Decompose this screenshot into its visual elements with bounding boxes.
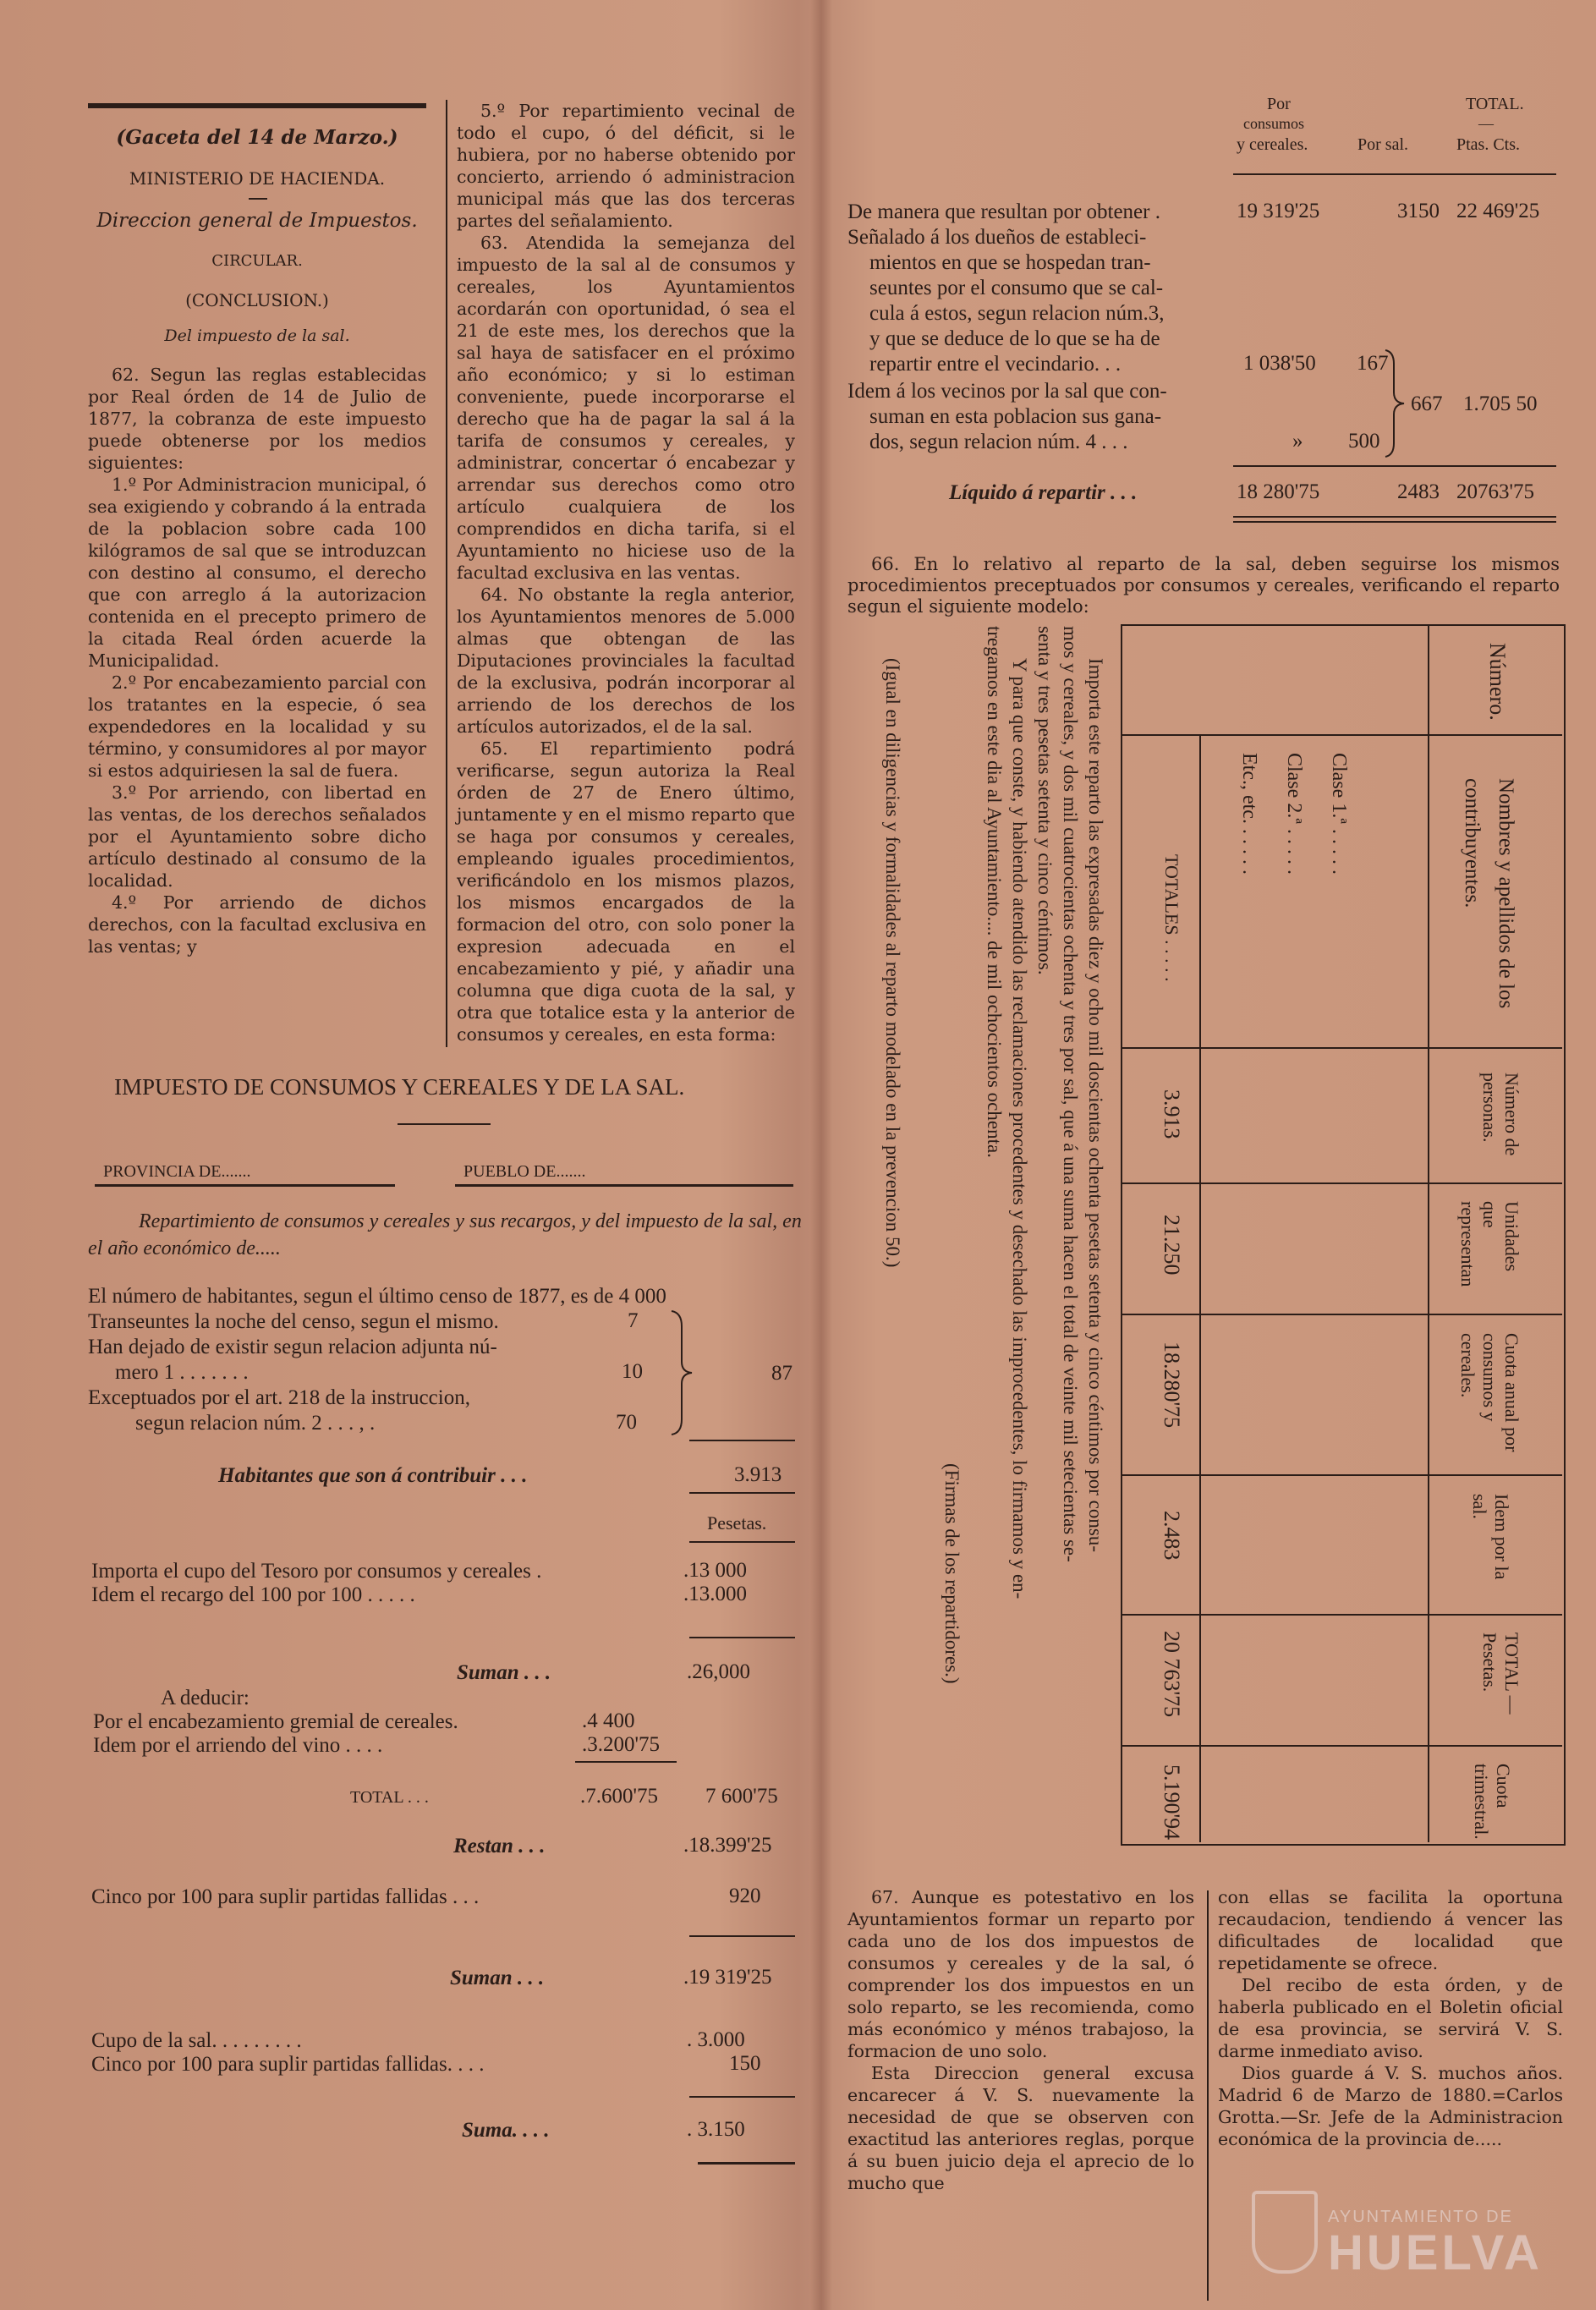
exceptuados-line2: segun relacion núm. 2 . . . , . (135, 1412, 376, 1435)
paragraph-recibo: Del recibo de esta órden, y de haberla publicado en el Boletin oficial de esa provincia, se servirá V. S. darme inmediato aviso. (1218, 1975, 1563, 2061)
arriendo-line: Idem por el arriendo del vino . . . . (93, 1734, 383, 1757)
a-deducir: A deducir: (161, 1687, 250, 1709)
watermark-crest-icon (1252, 2191, 1318, 2274)
th-cuota-text: Cuota anual por consumos y cereales. (1457, 1333, 1522, 1452)
hab-rule (689, 1440, 795, 1441)
paragraph-62: 62. Segun las reglas establecidas por Real órden de 14 de Julio de 1877, la cobranza de este impuesto puede obtenerse por los medios siguientes: (88, 365, 426, 473)
cinco-2-line: Cinco por 100 para suplir partidas fallidas. . . . (91, 2053, 485, 2076)
liquido-v1: 18 280'75 (1237, 480, 1320, 503)
table-hline-4 (1121, 1314, 1562, 1315)
pesetas-label: Pesetas. (707, 1512, 767, 1534)
senalado-v2: 167 (1357, 352, 1389, 375)
paragraph-67: 67. Aunque es potestativo en los Ayuntamientos formar un reparto por cada uno de los dos impuestos de consumos y cereales y de la sal, ó comprender los dos impuestos en un solo reparto, se les recomienda, como más económico y ménos trabajoso, la formacion de uno solo. (847, 1887, 1194, 2061)
row-clase-1: Clase 1.ª . . . . . (1328, 753, 1350, 875)
col-header-rule (1233, 173, 1556, 175)
cupo-sal-value: . 3.000 (687, 2028, 745, 2051)
th-cuota (1456, 1333, 1522, 1468)
rotated-signature: (Firmas de los repartidores.) (941, 1463, 963, 1684)
th-nombres (1455, 778, 1522, 1032)
encabezamiento-line: Por el encabezamiento gremial de cereales. (93, 1710, 458, 1733)
rotated-line-1: Importa este reparto las expresadas diez y ocho mil doscientas ochenta pesetas setenta y cinco céntimos por consu- (1085, 658, 1106, 1552)
arriendo-rule (575, 1761, 677, 1763)
cinco-2-value: 150 (729, 2052, 761, 2075)
senalado-line5: y que se deduce de lo que se ha de (869, 327, 1160, 350)
row-totales: TOTALES . . . . . (1161, 854, 1182, 982)
pueblo-rule (455, 1184, 793, 1187)
form-heading: IMPUESTO DE CONSUMOS Y CEREALES Y DE LA SAL. (114, 1074, 685, 1100)
heading-ornament (398, 1123, 491, 1125)
provincia-rule (95, 1184, 395, 1187)
paragraph-1: 1.º Por Administracion municipal, ó sea exigiendo y cobrando á la entrada de la poblacion sobre cada 100 kilógramos de sal que se introduzcan con destino al consumo, el derecho que con arreglo á la autorizacion contenida en el precepto primero de la citada Real órden acuerde la Municipalidad. (88, 475, 426, 671)
recargo-value: .13.000 (683, 1583, 747, 1605)
total-line: TOTAL . . . (350, 1788, 429, 1807)
table-hline-7 (1121, 1745, 1562, 1747)
suma-value: . 3.150 (687, 2118, 745, 2141)
recargo-line: Idem el recargo del 100 por 100 . . . . . (91, 1583, 415, 1606)
summary-brace (1384, 348, 1406, 458)
transeuntes-line: Transeuntes la noche del censo, segun el mismo. (88, 1310, 499, 1333)
suman-1-value: .26,000 (687, 1660, 750, 1683)
ministry-title: MINISTERIO DE HACIENDA. (129, 168, 386, 189)
restan-line: Restan . . . (453, 1835, 546, 1857)
paragraph-65: 65. El repartimiento podrá verificarse, segun autoriza la Real órden de 27 de Enero último, juntamente y en el mismo reparto que se haga por consumos y cereales, empleando iguales procedimientos, verificándolo en los mismos plazos, los mismos encargados de la formacion del otro, con solo poner la expresion adecuada en el encabezamiento y pié, y añadir una columna que diga cuota de la sal, y otra que totalice esta y la anterior de consumos y cereales, en esta forma: (457, 738, 795, 1045)
th-total (1478, 1632, 1522, 1734)
rotated-note: (Igual en diligencias y formalidades al reparto modelado en la prevencion 50.) (882, 658, 903, 1268)
watermark-big-text: HUELVA (1328, 2225, 1543, 2280)
paragraph-4: 4.º Por arriendo de dichos derechos, con la facultad exclusiva en las ventas; y (88, 892, 426, 957)
th-total-text: TOTAL — Pesetas. (1479, 1632, 1522, 1715)
liquido-v3: 20763'75 (1456, 480, 1535, 503)
senalado-line6: repartir entre el vecindario. . . (869, 353, 1122, 376)
paragraph-2: 2.º Por encabezamiento parcial con los tratantes en la especie, ó sea expendedores en la localidad y su término, y consumidores al por mayor si estos adquiriesen la sal de fuera. (88, 672, 426, 781)
han-dejado-value: 10 (622, 1360, 643, 1383)
table-hline-6 (1121, 1614, 1562, 1616)
transeuntes-value: 7 (628, 1309, 639, 1332)
obtener-line: De manera que resultan por obtener . (847, 200, 1160, 223)
top-rule-left (88, 103, 426, 108)
repartimiento-text: Repartimiento de consumos y cereales y sus recargos, y del impuesto de la sal, en el año económico de..... (88, 1210, 802, 1259)
table-hline-5 (1121, 1474, 1562, 1476)
suman-2-value: .19 319'25 (683, 1966, 772, 1989)
habitantes-contribuir: Habitantes que son á contribuir . . . (218, 1464, 528, 1487)
rotated-line-4: Y para que conste, y habiendo atendido las reclamaciones procedentes y desechado las improcedentes, lo firmamos y en- (1009, 658, 1030, 1599)
senalado-line1: Señalado á los dueños de estableci- (847, 226, 1147, 249)
cell-sal: 2.483 (1160, 1511, 1184, 1561)
th-trimestral-text: Cuota trimestral. (1471, 1764, 1514, 1840)
han-dejado-line1: Han dejado de existir segun relacion adjunta nú- (88, 1336, 497, 1358)
th-sal-text: Idem por la sal. (1469, 1494, 1512, 1580)
th-trimestral (1470, 1764, 1514, 1840)
idem-vecinos-line1: Idem á los vecinos por la sal que con- (847, 380, 1167, 403)
paragraph-66: 66. En lo relativo al reparto de la sal, deben seguirse los mismos procedimientos preceptuados por consumos y cereales, verificando el reparto segun el siguiente modelo: (847, 554, 1560, 617)
idem-vecinos-v2: 500 (1348, 430, 1380, 453)
habitantes-contribuir-value: 3.913 (734, 1463, 782, 1486)
suma-rule (698, 2162, 795, 2165)
summary-rule-3 (1233, 521, 1556, 523)
th-unidades (1456, 1201, 1522, 1303)
suma-line: Suma. . . . (462, 2119, 550, 2142)
cell-total: 20 763'75 (1160, 1631, 1184, 1718)
encabezamiento-value: .4 400 (582, 1709, 635, 1732)
th-personas-text: Número de personas. (1479, 1073, 1522, 1156)
senalado-line4: cula á estos, segun relacion núm.3, (869, 302, 1165, 325)
col-header-total: TOTAL. (1466, 95, 1524, 113)
provincia-label: PROVINCIA DE....... (103, 1162, 251, 1181)
th-numero: Número. (1485, 643, 1510, 721)
arriendo-value: .3.200'75 (582, 1733, 661, 1756)
paragraph-66-block (847, 554, 1560, 617)
th-nombres-text: Nombres y apellidos de los contribuyentes. (1461, 778, 1517, 1009)
rotated-line-2: mos y cereales, y dos mil cuatrocientas ochenta y tres por sal, que á una suma hacen el total de veinte mil setecientas se- (1060, 626, 1081, 1562)
total-value-1: .7.600'75 (580, 1785, 659, 1808)
obtener-v1: 19 319'25 (1237, 200, 1320, 222)
ministry-rule (249, 198, 267, 200)
senalado-line2: mientos en que se hospedan tran- (869, 251, 1151, 274)
paragraph-dios: Dios guarde á V. S. muchos años. Madrid 6 de Marzo de 1880.=Carlos Grotta.—Sr. Jefe de la Administracion económica de la provincia de..... (1218, 2063, 1563, 2149)
cinco-1-value: 920 (729, 1885, 761, 1907)
table-hline-2 (1121, 1047, 1562, 1049)
table-vline-totals (1199, 736, 1201, 1842)
col-header-sal: Por sal. (1357, 135, 1408, 154)
idem-vecinos-line3: dos, segun relacion núm. 4 . . . (869, 431, 1128, 453)
cupo-sal-line: Cupo de la sal. . . . . . . . . (91, 2029, 302, 2052)
cupo-rule (689, 2096, 795, 2098)
importa-value: .13 000 (683, 1559, 747, 1582)
restan-value: .18.399'25 (683, 1834, 772, 1857)
suman-2: Suman . . . (450, 1967, 545, 1989)
page-fold (810, 0, 832, 2310)
huelva-watermark (1243, 2182, 1565, 2292)
paragraph-3: 3.º Por arriendo, con libertad en las ventas, de los derechos señalados por el Ayuntamiento sobre dicho artículo destinado al consumo de la localidad. (88, 782, 426, 891)
row-etc: Etc., etc. . . . . . (1238, 753, 1260, 875)
liquido-line: Líquido á repartir . . . (949, 481, 1138, 504)
column-divider-bottom (1207, 1890, 1209, 2301)
han-dejado-line2: mero 1 . . . . . . . (115, 1361, 249, 1384)
cell-trimestral: 5.190'94 (1160, 1764, 1184, 1841)
left-column (88, 127, 426, 957)
idem-vecinos-v1: » (1292, 430, 1303, 453)
table-hline-3 (1121, 1182, 1562, 1184)
total-value-2: 7 600'75 (705, 1785, 778, 1808)
pesetas-rule-2 (689, 1541, 795, 1543)
brace-total-value: 87 (771, 1362, 793, 1385)
paragraph-esta: Esta Direccion general excusa encarecer á V. S. nuevamente la necesidad de que se observen con exactitud las anteriores reglas, porque á su buen juicio deja el aprecio de lo mucho que (847, 2063, 1194, 2193)
cell-unidades: 21.250 (1160, 1215, 1184, 1276)
obtener-v2: 3150 (1397, 200, 1440, 222)
direccion-title: Direccion general de Impuestos. (96, 210, 418, 232)
idem-vecinos-line2: suman en esta poblacion sus gana- (869, 405, 1162, 428)
recargo-rule (689, 1637, 795, 1638)
col-header-ptas: Ptas. Cts. (1456, 135, 1521, 154)
exceptuados-line1: Exceptuados por el art. 218 de la instruccion, (88, 1386, 470, 1409)
col-header-por: Por (1267, 95, 1291, 113)
watermark-small-text: AYUNTAMIENTO DE (1328, 2208, 1513, 2226)
habitantes-line: El número de habitantes, segun el último censo de 1877, es de 4 000 (88, 1285, 666, 1308)
th-unidades-text: Unidades que representan (1457, 1201, 1522, 1287)
paragraph-63: 63. Atendida la semejanza del impuesto de la sal al de consumos y cereales, los Ayuntamientos acordarán con oportunidad, ó sea el 21 de este mes, los derechos que la sal haya de satisfacer en el próximo año económico; y si lo estiman conveniente, puede incorporarse el derecho que ha de pagar la sal á la tarifa de consumos y cereales, y administrar, concertar ó encabezar y arrendar sus derechos como otro artículo cualquiera de los comprendidos en dicha tarifa, si el Ayuntamiento no hiciese uso de la facultad exclusiva en las ventas. (457, 233, 795, 583)
gaceta-date: (Gaceta del 14 de Marzo.) (116, 126, 398, 149)
table-hline-1 (1121, 734, 1562, 736)
table-vline-header (1428, 624, 1429, 1842)
rotated-line-5: tregamos en este dia al Ayuntamiento.... de mil ochocientos ochenta. (984, 626, 1005, 1158)
col-header-consumos: consumos (1243, 115, 1304, 132)
col-header-dash: — (1478, 115, 1494, 132)
middle-column (457, 100, 795, 1045)
cinco-rule (689, 1935, 795, 1937)
paragraph-5: 5.º Por repartimiento vecinal de todo el cupo, ó del déficit, si le hubiera, por no haberse obtenido por concierto, arriendo ó administracion municipal más que las dos terceras partes del señalamiento. (457, 101, 795, 231)
th-personas (1478, 1073, 1522, 1174)
bottom-col-1 (847, 1886, 1194, 2194)
summary-brace-v2: 1.705 50 (1463, 392, 1538, 415)
senalado-line3: seuntes por el consumo que se cal- (869, 277, 1164, 299)
rotated-line-3: senta y tres pesetas setenta y cinco céntimos. (1034, 626, 1056, 975)
summary-brace-v1: 667 (1411, 392, 1443, 415)
col-header-cereales: y cereales. (1237, 135, 1308, 154)
liquido-v2: 2483 (1397, 480, 1440, 503)
summary-rule-1 (1233, 465, 1556, 467)
summary-rule-2 (1233, 516, 1556, 518)
paragraph-64: 64. No obstante la regla anterior, los Ayuntamientos menores de 5.000 almas que obtengan de las Diputaciones provinciales la facultad de la exclusiva, podrán incorporar al arriendo de los derechos de los artículos autorizados, el de la sal. (457, 584, 795, 737)
senalado-v1: 1 038'50 (1243, 352, 1316, 375)
pesetas-rule (689, 1492, 795, 1494)
cinco-1-line: Cinco por 100 para suplir partidas fallidas . . . (91, 1885, 480, 1908)
obtener-v3: 22 469'25 (1456, 200, 1540, 222)
paragraph-con-ellas: con ellas se facilita la oportuna recaudacion, tendiendo á vencer las dificultades de localidad que repetidamente se ofrece. (1218, 1887, 1563, 1973)
column-divider-1 (446, 100, 447, 1047)
pueblo-label: PUEBLO DE....... (463, 1162, 586, 1181)
suman-1: Suman . . . (457, 1661, 551, 1684)
exceptuados-value: 70 (616, 1411, 637, 1434)
sal-subtitle: Del impuesto de la sal. (164, 326, 350, 345)
th-sal (1468, 1494, 1512, 1604)
cell-cuota: 18.280'75 (1160, 1342, 1184, 1429)
importa-line: Importa el cupo del Tesoro por consumos y cereales . (91, 1560, 542, 1583)
conclusion-label: (CONCLUSION.) (185, 290, 329, 310)
cell-personas: 3.913 (1160, 1089, 1184, 1139)
repartimiento-title (88, 1208, 803, 1262)
circular-label: CIRCULAR. (211, 252, 303, 270)
bottom-col-2 (1218, 1886, 1563, 2150)
row-clase-2: Clase 2.ª . . . . . (1283, 753, 1305, 875)
form-brace (668, 1309, 694, 1436)
